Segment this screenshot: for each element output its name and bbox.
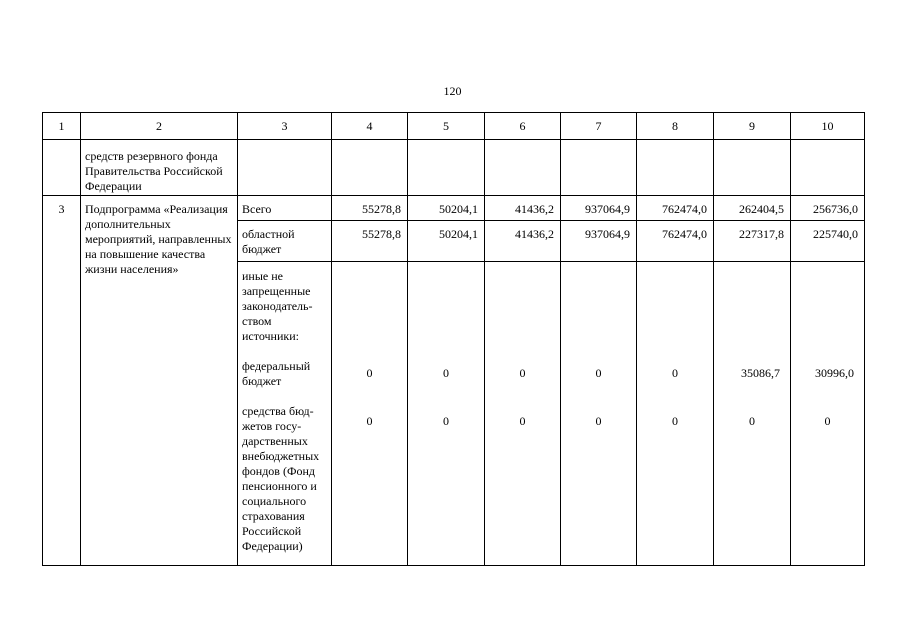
value: 41436,2 [515,202,554,216]
table-row-total [43,196,865,221]
header-cell: 2 [81,113,238,140]
subprogram-name-cell [81,196,238,566]
value: 41436,2 [515,227,554,241]
value: 937064,9 [585,202,630,216]
funds-value: 0 [366,414,373,428]
table-cell [43,140,81,196]
subprogram-number: 3 [58,202,65,216]
source-label: Всего [242,202,272,216]
page-number: 120 [443,84,462,98]
value-cell [561,196,637,221]
value-cell [485,262,561,566]
header-cell: 5 [408,113,485,140]
header-cell: 3 [238,113,332,140]
table-cell [238,140,332,196]
header-cell: 10 [791,113,865,140]
value-cell [714,221,791,262]
funds-value: 0 [443,414,449,428]
value-cell [332,262,408,566]
value-cell [637,262,714,566]
federal-value: 0 [672,366,678,380]
table-cell [408,140,485,196]
subprogram-name: Подпрограмма «Реализация дополнительных мероприятий, направленных на повышение качества жизни населения» [85,202,232,276]
budget-table [42,112,865,566]
value: 262404,5 [739,202,784,216]
federal-value: 30996,0 [815,366,854,380]
continuation-text: средств резервного фонда Правительства Российской Федерации [85,149,223,193]
value: 256736,0 [813,202,858,216]
value: 225740,0 [813,227,858,241]
value-cell [408,262,485,566]
value-cell [637,196,714,221]
header-cell: 7 [561,113,637,140]
header-row [43,113,865,140]
value-cell [332,196,408,221]
value-cell [791,221,865,262]
header-cell: 9 [714,113,791,140]
value-cell [637,221,714,262]
subprogram-number-cell [43,196,81,566]
continuation-row [43,140,865,196]
header-cell: 1 [43,113,81,140]
value: 55278,8 [362,227,401,241]
table-cell [637,140,714,196]
source-label: областной бюджет [242,227,295,256]
value-cell [485,196,561,221]
value: 55278,8 [362,202,401,216]
value: 227317,8 [739,227,784,241]
extrabudgetary-funds-label: средства бюд-жетов госу-дарственных внебюджетных фондов (Фонд пенсионного и социального страхования Российской Федерации) [242,404,320,553]
value-cell [485,221,561,262]
value-cell [791,196,865,221]
value-cell [408,221,485,262]
federal-value: 0 [366,366,373,380]
value-cell [408,196,485,221]
value-cell [791,262,865,566]
value-cell [714,196,791,221]
funds-value: 0 [749,414,755,428]
value-cell [332,221,408,262]
value: 50204,1 [439,202,478,216]
table-cell [485,140,561,196]
header-cell: 4 [332,113,408,140]
header-cell: 6 [485,113,561,140]
table-cell [714,140,791,196]
federal-value: 0 [595,366,602,380]
value-cell [714,262,791,566]
funds-value: 0 [824,414,831,428]
table-cell [561,140,637,196]
table-cell [81,140,238,196]
value-cell [561,262,637,566]
table-cell [791,140,865,196]
funds-value: 0 [672,414,678,428]
federal-value: 0 [443,366,449,380]
header-cell: 8 [637,113,714,140]
value: 937064,9 [585,227,630,241]
value: 50204,1 [439,227,478,241]
value: 762474,0 [662,202,707,216]
source-cell [238,221,332,262]
funds-value: 0 [595,414,602,428]
other-sources-label: иные не запрещенные законодатель-ством источники: [242,269,313,343]
source-cell [238,196,332,221]
source-cell [238,262,332,566]
value: 762474,0 [662,227,707,241]
value-cell [561,221,637,262]
table-cell [332,140,408,196]
federal-budget-label: федеральный бюджет [242,359,311,388]
federal-value: 35086,7 [741,366,780,380]
federal-value: 0 [519,366,526,380]
funds-value: 0 [519,414,526,428]
